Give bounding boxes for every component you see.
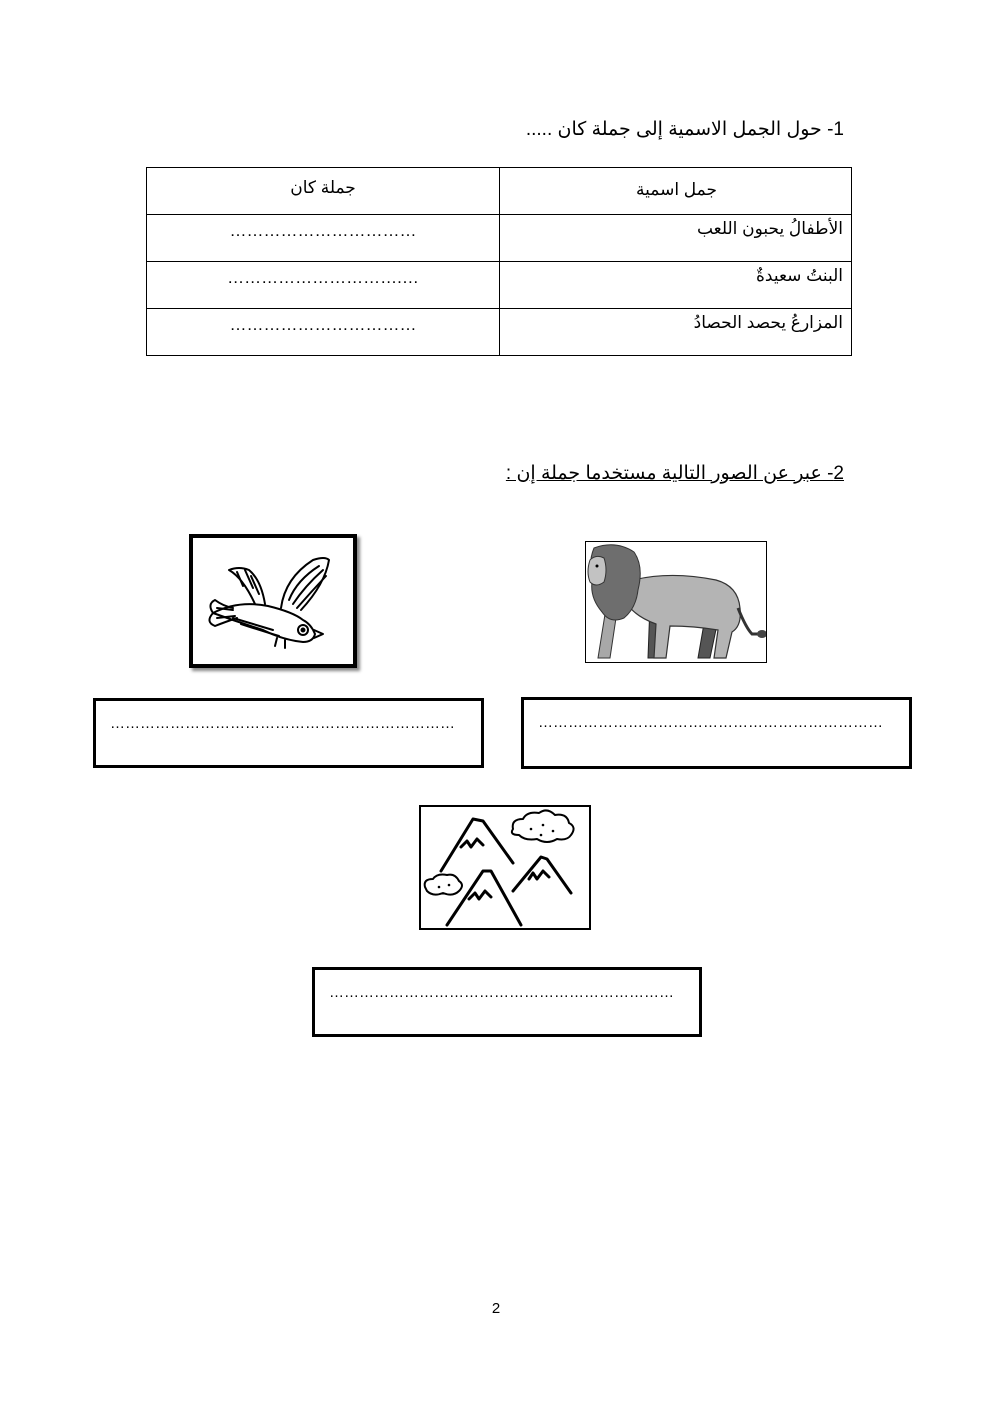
conversion-table xyxy=(146,167,852,356)
answer-box-bird[interactable] xyxy=(93,698,484,768)
sentence-cell xyxy=(500,262,852,309)
answer-dots: ………………………….… xyxy=(227,268,419,287)
table-header-row xyxy=(147,168,852,215)
header-kana-sentence xyxy=(147,168,500,215)
sentence-cell xyxy=(500,309,852,356)
bird-icon xyxy=(193,538,353,664)
question-1-title: 1- حول الجمل الاسمية إلى جملة كان ..... xyxy=(525,119,844,140)
page-number: 2 xyxy=(491,1300,501,1317)
answer-dots: …………………………… xyxy=(229,221,417,240)
lion-picture xyxy=(585,541,767,663)
lion-icon xyxy=(586,542,766,662)
answer-dots: …………………………………………………………… xyxy=(329,984,674,1001)
header-right-label: جمل اسمية xyxy=(636,180,717,199)
mountains-icon xyxy=(421,807,589,928)
answer-cell[interactable] xyxy=(147,262,500,309)
header-nominal-sentences xyxy=(500,168,852,215)
table-row xyxy=(147,309,852,356)
answer-box-mountains[interactable] xyxy=(312,967,702,1037)
answer-dots: …………………………… xyxy=(229,315,417,334)
answer-cell[interactable] xyxy=(147,309,500,356)
sentence-cell xyxy=(500,215,852,262)
mountains-picture xyxy=(419,805,591,930)
table-row xyxy=(147,215,852,262)
answer-cell[interactable] xyxy=(147,215,500,262)
sentence-text: الأطفالُ يحبون اللعب xyxy=(696,219,843,238)
sentence-text: البنتُ سعيدةٌ xyxy=(756,266,843,285)
question-2-title: 2- عبر عن الصور التالية مستخدما جملة إن : xyxy=(505,463,844,484)
answer-dots: …………………………………………………………… xyxy=(110,715,455,732)
answer-dots: …………………………………………………………… xyxy=(538,714,883,731)
sentence-text: المزارعُ يحصد الحصادُ xyxy=(693,313,843,332)
answer-box-lion[interactable] xyxy=(521,697,912,769)
table-row xyxy=(147,262,852,309)
bird-picture xyxy=(189,534,357,668)
header-left-label: جملة كان xyxy=(290,178,356,197)
